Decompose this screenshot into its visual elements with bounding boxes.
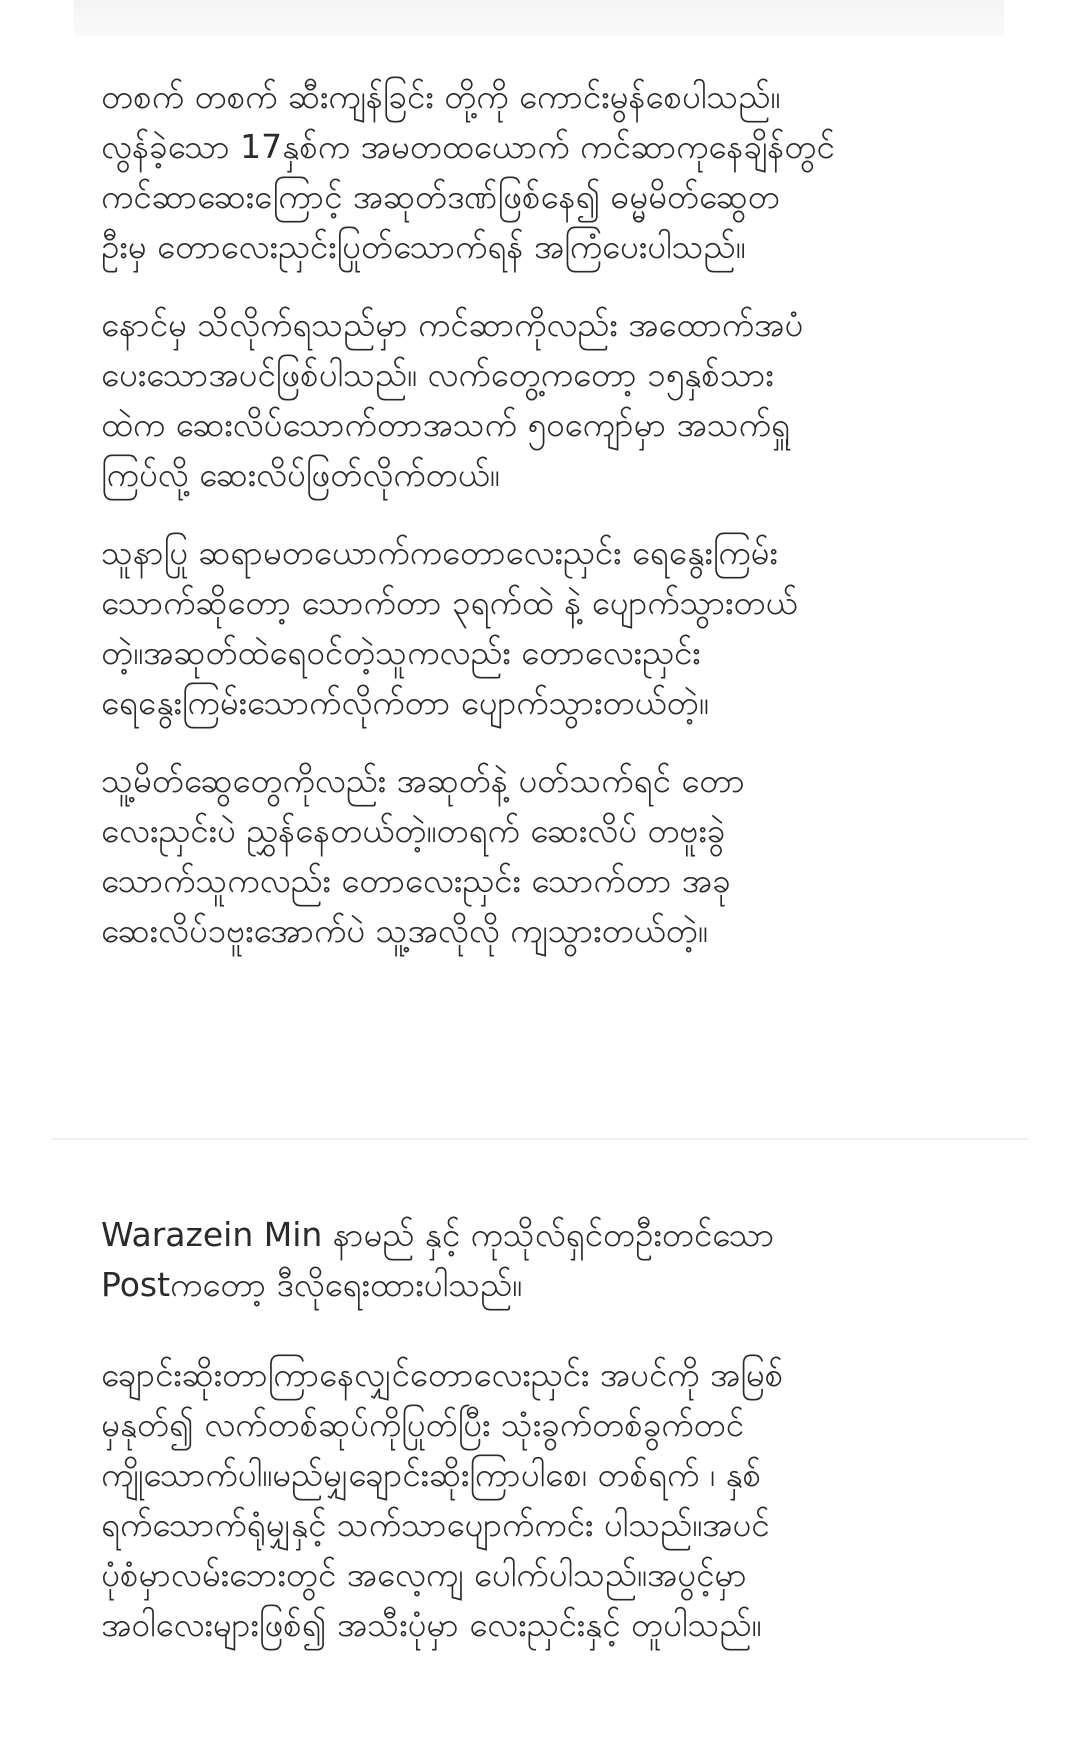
paragraph-herb-origin: တစက် တစက် ဆီးကျန်ခြင်း တို့ကို ကောင်းမွန်စေပါသည်။ လွန်ခဲ့သော 17နှစ်က အမတထယောက် ကင်ဆာကုနေချိန်တွင် ကင်ဆာဆေးကြောင့် အဆုတ်ဒဏ်ဖြစ်နေ၍ ဓမ္မမိတ်ဆွေတ ဦးမှ တောလေးညှင်းပြုတ်သောက်ရန် အကြံပေးပါသည်။ [101, 77, 835, 266]
paragraph-friends-story: သူ့မိတ်ဆွေတွေကိုလည်း အဆုတ်နဲ့ ပတ်သက်ရင် တော လေးညှင်းပဲ ညွှန်နေတယ်တဲ့။တရက် ဆေးလိပ် တဗူးခွဲ သောက်သူကလည်း တောလေးညှင်း သောက်တာ အခု ဆေးလိပ်၁ဗူးအောက်ပဲ သူ့အလိုလို ကျသွားတယ်တဲ့။ [101, 761, 745, 950]
section-divider [52, 1138, 1028, 1140]
quoted-post-section [101, 1210, 981, 1650]
paragraph-cancer-support: နောင်မှ သိလိုက်ရသည်မှာ ကင်ဆာကိုလည်း အထောက်အပံ ပေးသောအပင်ဖြစ်ပါသည်။ လက်တွေ့ကတော့ ၁၅နှစ်သား ထဲက ဆေးလိပ်သောက်တာအသက် ၅၀ကျော်မှာ အသက်ရှူ ကြပ်လို့ ဆေးလိပ်ဖြတ်လိုက်တယ်။ [101, 305, 804, 494]
post-intro: Warazein Min နာမည် နှင့် ကုသိုလ်ရှင်တဦးတင်သော Postကတော့ ဒီလိုရေးထားပါသည်။ [101, 1215, 775, 1304]
top-faded-strip [74, 0, 1004, 36]
paragraph-nurse-story: သူနာပြု ဆရာမတယောက်ကတောလေးညှင်း ရေနွေးကြမ်း သောက်ဆိုတော့ သောက်တာ ၃ရက်ထဲ နဲ့ ပျောက်သွားတယ် တဲ့။အဆုတ်ထဲရေဝင်တဲ့သူကလည်း တောလေးညှင်း ရေနွေးကြမ်းသောက်လိုက်တာ ပျောက်သွားတယ်တဲ့။ [101, 533, 798, 722]
article-section [101, 72, 981, 956]
post-body: ချောင်းဆိုးတာကြာနေလျှင်တောလေးညှင်း အပင်ကို အမြစ် မှနုတ်၍ လက်တစ်ဆုပ်ကိုပြုတ်ပြီး သုံးခွက်တစ်ခွက်တင် ကျိုသောက်ပါ။မည်မျှချောင်းဆိုးကြာပါစေ၊ တစ်ရက် ၊ နှစ် ရက်သောက်ရုံမျှနှင့် သက်သာပျောက်ကင်း ပါသည်။အပင် ပုံစံမှာလမ်းဘေးတွင် အလေ့ကျ ပေါက်ပါသည်။အပွင့်မှာ အဝါလေးများဖြစ်၍ အသီးပုံမှာ လေးညှင်းနှင့် တူပါသည်။ [101, 1355, 784, 1644]
